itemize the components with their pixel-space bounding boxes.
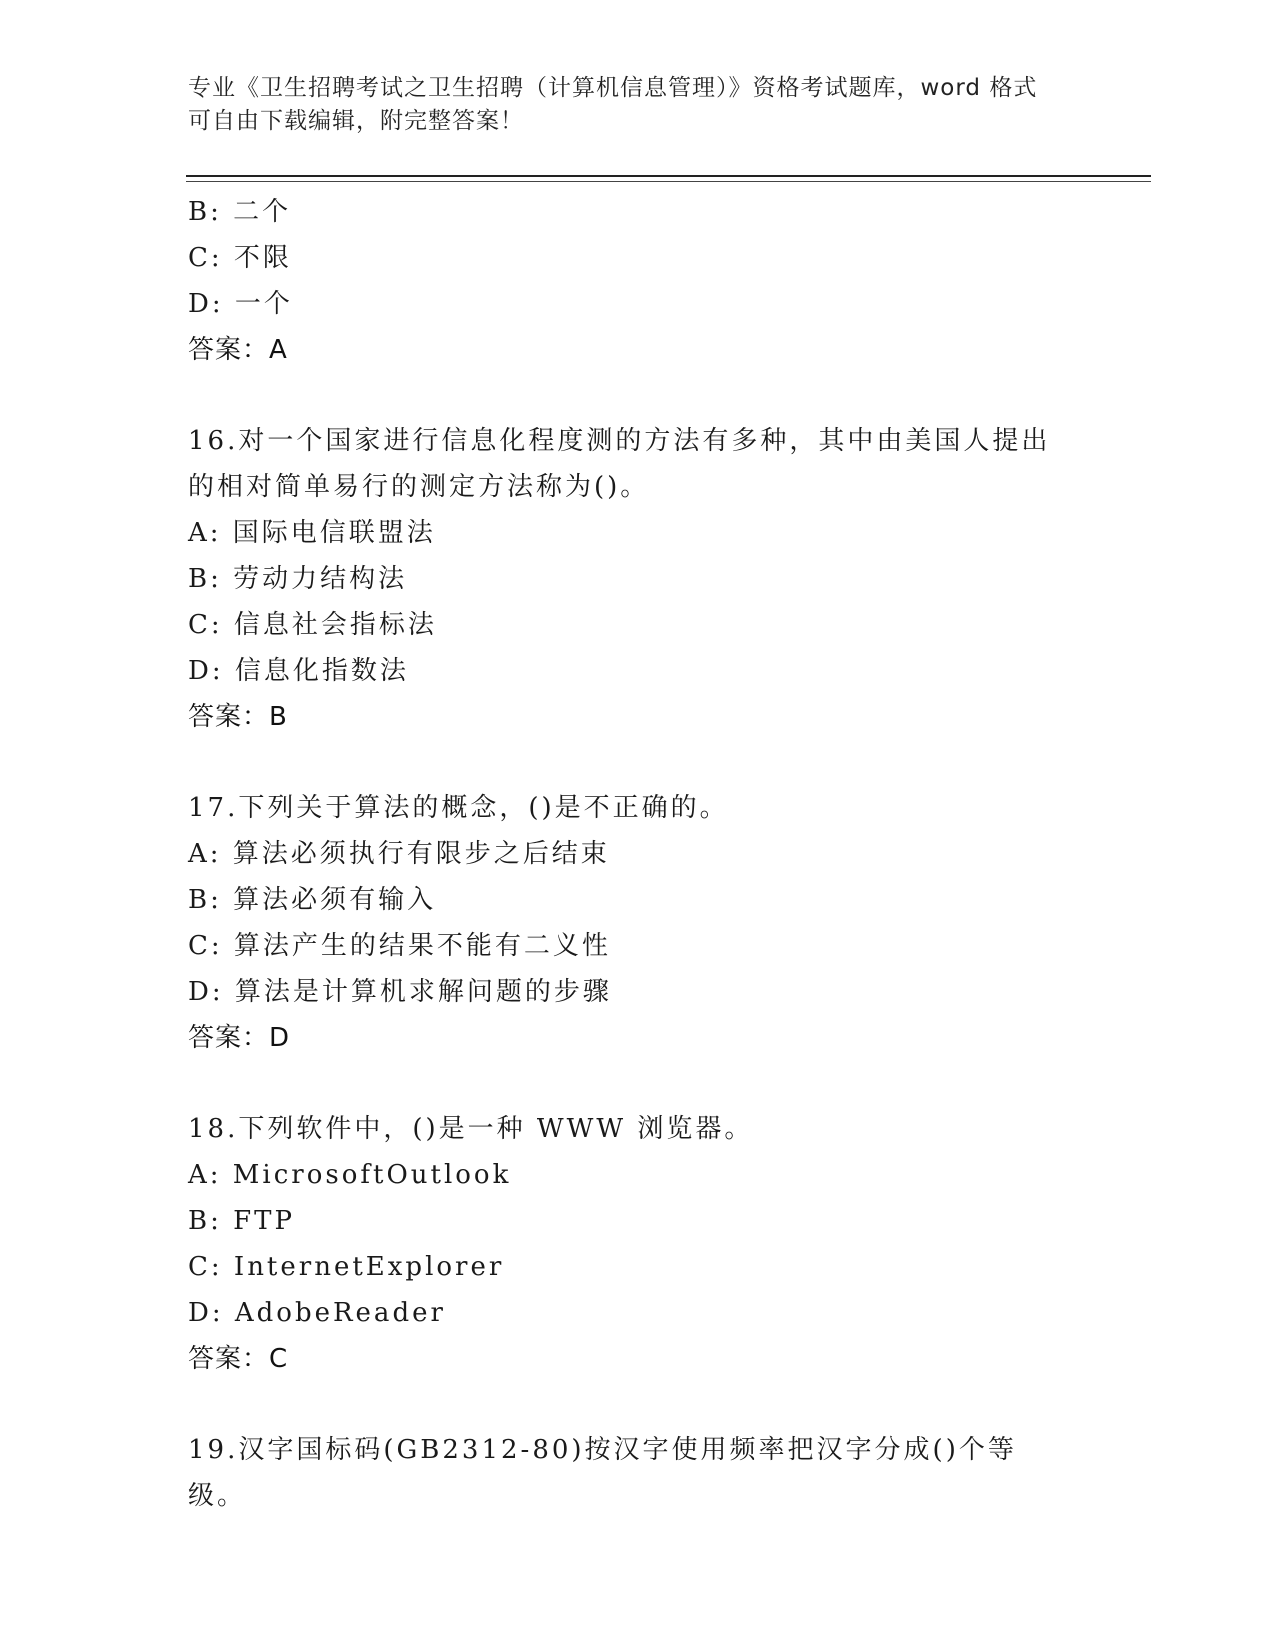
option-b: B: 劳动力结构法 [188, 564, 408, 594]
option-c: C: InternetExplorer [188, 1252, 505, 1282]
header-divider-thin [186, 181, 1151, 182]
question-text: 16.对一个国家进行信息化程度测的方法有多种，其中由美国人提出的相对简单易行的测定方法称为()。 [188, 426, 1051, 502]
option-d: D: AdobeReader [188, 1298, 446, 1328]
answer-line: 答案：C [188, 1344, 289, 1374]
question-block-17 [188, 785, 1088, 1061]
answer-line: 答案：A [188, 335, 288, 365]
question-block-16 [188, 418, 1088, 740]
option-a: A: 国际电信联盟法 [188, 518, 436, 548]
answer-line: 答案：D [188, 1023, 291, 1053]
document-header [188, 72, 1088, 138]
spacer [188, 1382, 1088, 1427]
option-d: D: 算法是计算机求解问题的步骤 [188, 977, 612, 1007]
option-c: C: 算法产生的结果不能有二义性 [188, 931, 611, 961]
option-a: A: 算法必须执行有限步之后结束 [188, 839, 610, 869]
option-b: B: 二个 [188, 197, 292, 227]
option-b: B: FTP [188, 1206, 296, 1236]
header-line-1: 专业《卫生招聘考试之卫生招聘（计算机信息管理）》资格考试题库，word 格式 [188, 75, 1038, 101]
question-text: 17.下列关于算法的概念，()是不正确的。 [188, 793, 729, 823]
question-text: 18.下列软件中，()是一种 WWW 浏览器。 [188, 1114, 754, 1144]
question-block-18 [188, 1106, 1088, 1382]
option-c: C: 不限 [188, 243, 292, 273]
question-block-prev [188, 189, 1088, 373]
spacer [188, 373, 1088, 418]
option-a: A: MicrosoftOutlook [188, 1160, 512, 1190]
header-line-2: 可自由下载编辑，附完整答案！ [188, 108, 524, 134]
option-d: D: 信息化指数法 [188, 656, 409, 686]
spacer [188, 1061, 1088, 1106]
question-text: 19.汉字国标码(GB2312-80)按汉字使用频率把汉字分成()个等级。 [188, 1435, 1017, 1511]
answer-line: 答案：B [188, 702, 288, 732]
question-block-19 [188, 1427, 1088, 1519]
document-body [188, 189, 1088, 1519]
option-b: B: 算法必须有输入 [188, 885, 437, 915]
option-c: C: 信息社会指标法 [188, 610, 437, 640]
option-d: D: 一个 [188, 289, 293, 319]
spacer [188, 740, 1088, 785]
header-divider-thick [186, 175, 1151, 177]
